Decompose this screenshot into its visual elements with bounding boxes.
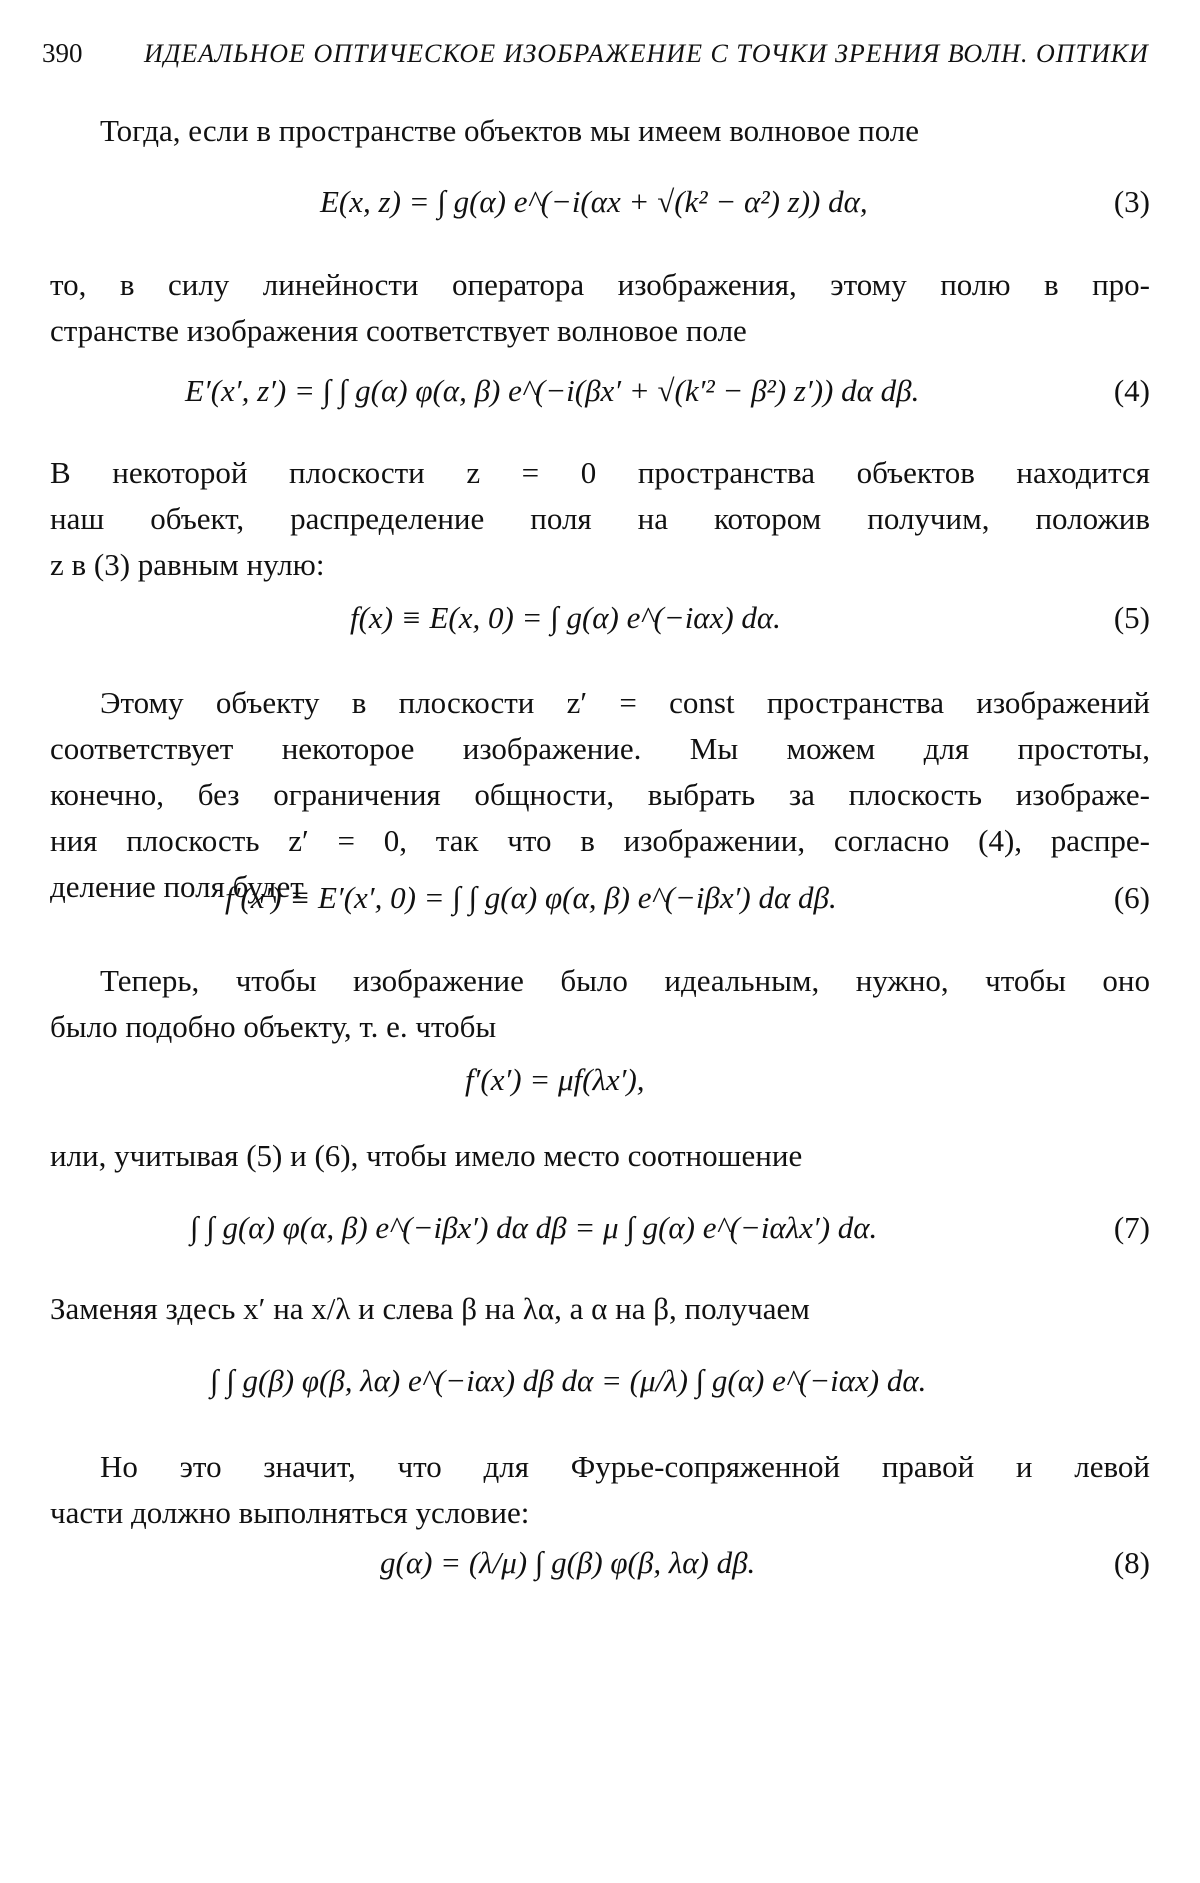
text-line: соответствует некоторое изображение. Мы можем для простоты, [50,731,1150,766]
equation-8 [50,1545,1150,1605]
text-line: Тогда, если в пространстве объектов мы имеем волновое поле [100,113,920,148]
equation-formula: ∫ ∫ g(α) φ(α, β) e^(−iβx′) dα dβ = μ ∫ g(α) e^(−iαλx′) dα. [190,1210,878,1245]
text-line: Но это значит, что для Фурье-сопряженной правой и левой [100,1449,1150,1484]
equation-formula: ∫ ∫ g(β) φ(β, λα) e^(−iαx) dβ dα = (μ/λ) ∫ g(α) e^(−iαx) dα. [210,1363,927,1398]
equation-formula: g(α) = (λ/μ) ∫ g(β) φ(β, λα) dβ. [380,1545,756,1580]
equation-number: (6) [1113,880,1150,915]
paragraph-6 [50,1133,1150,1179]
text-line: Теперь, чтобы изображение было идеальным, нужно, чтобы оно [100,963,1150,998]
equation-formula: E(x, z) = ∫ g(α) e^(−i(αx + √(k² − α²) z)) dα, [320,184,868,219]
equation-4 [50,373,1150,433]
equation-formula: f′(x′) ≡ E′(x′, 0) = ∫ ∫ g(α) φ(α, β) e^(−iβx′) dα dβ. [225,880,837,915]
text-line: странстве изображения соответствует волновое поле [50,313,747,348]
equation-3 [50,184,1150,244]
paragraph-4 [50,680,1150,910]
text-line: z в (3) равным нулю: [50,547,325,582]
page-number: 390 [42,38,83,68]
running-title: ИДЕАЛЬНОЕ ОПТИЧЕСКОЕ ИЗОБРАЖЕНИЕ С ТОЧКИ ЗРЕНИЯ ВОЛН. ОПТИКИ [144,39,1149,68]
paragraph-3 [50,450,1150,588]
equation-number: (5) [1113,600,1150,635]
text-line: или, учитывая (5) и (6), чтобы имело место соотношение [50,1138,803,1173]
equation-5 [50,600,1150,660]
paragraph-8 [50,1444,1150,1536]
equation-number: (3) [1113,184,1150,219]
equation-number: (8) [1113,1545,1150,1580]
text-line: Заменяя здесь x′ на x/λ и слева β на λα, а α на β, получаем [50,1291,810,1326]
equation-similarity [50,1062,1150,1122]
text-line: В некоторой плоскости z = 0 пространства объектов находится [50,455,1150,490]
paragraph-2 [50,262,1150,354]
text-line: конечно, без ограничения общности, выбрать за плоскость изображе- [50,777,1150,812]
paragraph-1 [50,108,1200,154]
paragraph-5 [50,958,1150,1050]
text-line: ния плоскость z′ = 0, так что в изображении, согласно (4), распре- [50,823,1150,858]
equation-number: (7) [1113,1210,1150,1245]
equation-formula: E′(x′, z′) = ∫ ∫ g(α) φ(α, β) e^(−i(βx′ + √(k′² − β²) z′)) dα dβ. [185,373,920,408]
equation-formula: f′(x′) = μf(λx′), [465,1062,645,1097]
equation-7 [50,1210,1150,1270]
text-line: было подобно объекту, т. е. чтобы [50,1009,497,1044]
text-line: то, в силу линейности оператора изображения, этому полю в про- [50,267,1150,302]
paragraph-7 [50,1286,1150,1332]
text-line: Этому объекту в плоскости z′ = const пространства изображений [100,685,1150,720]
equation-substitution [50,1363,1150,1423]
text-line: наш объект, распределение поля на котором получим, положив [50,501,1150,536]
text-line: части должно выполняться условие: [50,1495,530,1530]
equation-number: (4) [1113,373,1150,408]
text-line: деление поля будет [50,869,304,904]
equation-formula: f(x) ≡ E(x, 0) = ∫ g(α) e^(−iαx) dα. [350,600,781,635]
equation-6 [50,880,1150,940]
running-header [42,38,1162,69]
